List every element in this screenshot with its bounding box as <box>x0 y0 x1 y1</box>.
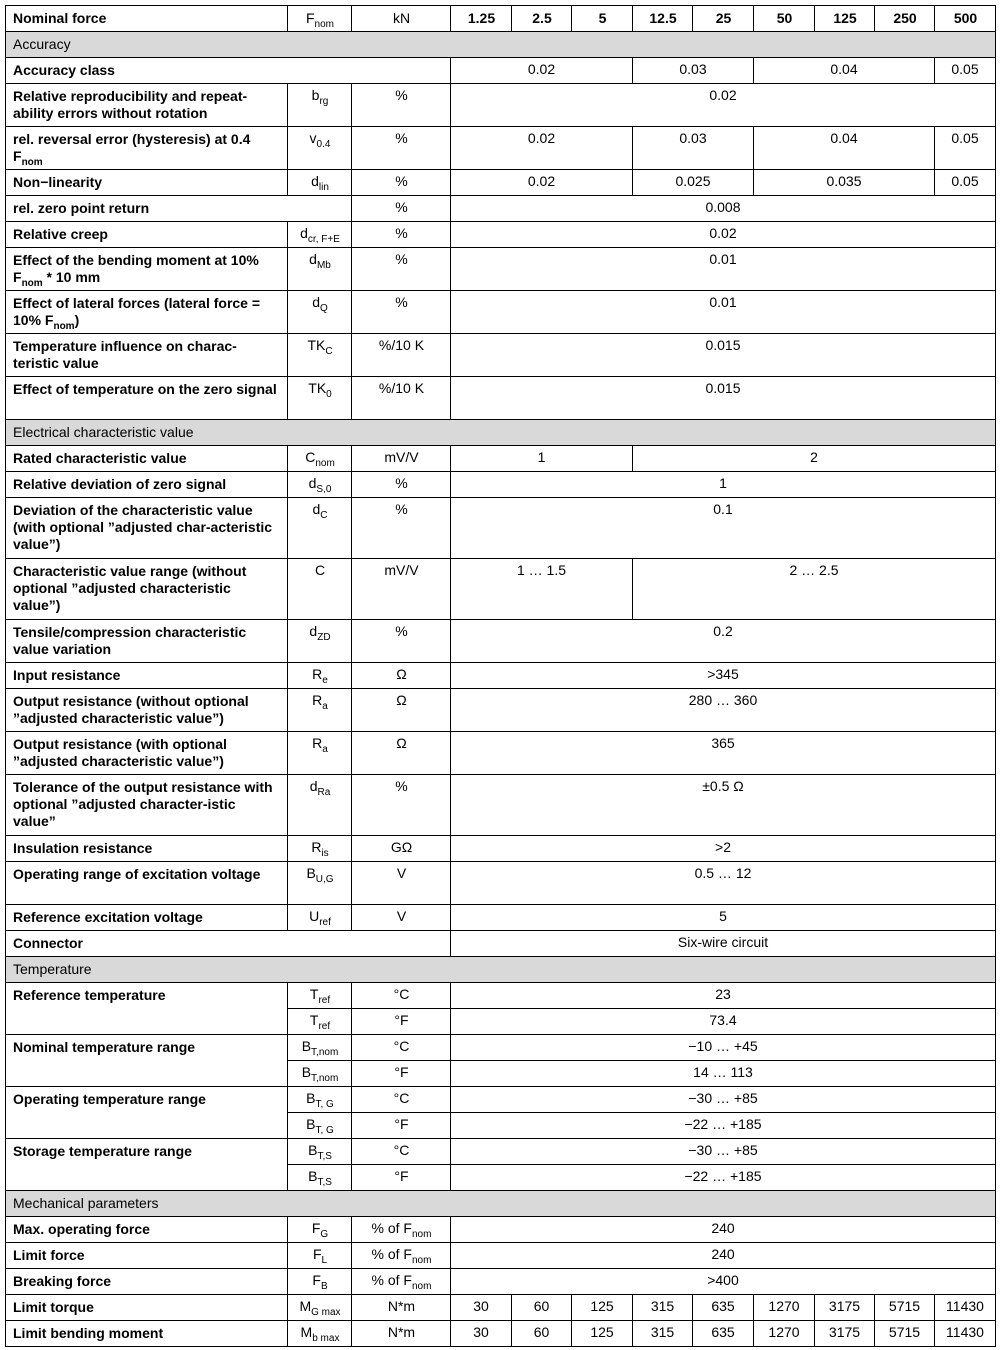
symbol-main: d <box>308 475 317 491</box>
symbol-cell <box>288 334 352 377</box>
symbol-main: B <box>306 865 316 881</box>
value-cell: 0.01 <box>451 291 996 334</box>
row-tkc <box>6 334 996 377</box>
symbol-sub: ref <box>318 1020 331 1032</box>
symbol-main: C <box>305 449 316 465</box>
symbol-sub: Ra <box>317 786 331 798</box>
section-title: Electrical characteristic value <box>6 420 996 446</box>
row-non-linearity <box>6 170 996 196</box>
row-label: Output resistance (without optional ”adjusted characteristic value”) <box>6 689 288 732</box>
symbol-sub: lin <box>318 181 329 193</box>
row-nominal-temperature <box>6 1035 996 1061</box>
symbol-cell <box>288 983 352 1009</box>
value-cell: >400 <box>451 1269 996 1295</box>
symbol-cell <box>288 222 352 248</box>
row-label <box>6 291 288 334</box>
row-creep <box>6 222 996 248</box>
symbol-main: d <box>311 173 319 189</box>
row-reference-excitation <box>6 905 996 931</box>
row-reference-temperature <box>6 983 996 1009</box>
label-text: rel. reversal error (hysteresis) at 0.4 F <box>13 131 251 164</box>
value-cell: 5 <box>451 905 996 931</box>
value-cell: −10 … +45 <box>451 1035 996 1061</box>
row-lateral-forces <box>6 291 996 334</box>
symbol-sub: B <box>320 1280 328 1292</box>
capacity-cell: 50 <box>754 6 815 32</box>
symbol-cell <box>288 1061 352 1087</box>
row-label: Reference excitation voltage <box>6 905 288 931</box>
symbol-main: T <box>309 986 319 1002</box>
value-cell: 3175 <box>815 1321 875 1347</box>
symbol-sub: rg <box>319 95 329 107</box>
value-cell: 0.035 <box>754 170 935 196</box>
row-label: Rated characteristic value <box>6 446 288 472</box>
symbol-main: B <box>301 1038 312 1054</box>
unit-cell: %/10 K <box>352 377 451 420</box>
value-cell: 240 <box>451 1243 996 1269</box>
unit-sub: nom <box>412 1254 432 1266</box>
unit-cell: °F <box>352 1113 451 1139</box>
label-sub: nom <box>21 156 43 168</box>
row-hysteresis <box>6 127 996 170</box>
symbol-cell <box>288 84 352 127</box>
symbol-sub: T, G <box>315 1124 334 1136</box>
nominal-force-unit: kN <box>352 6 451 32</box>
symbol-cell <box>288 775 352 836</box>
row-label: Relative creep <box>6 222 288 248</box>
unit-cell <box>352 1269 451 1295</box>
value-cell: Six-wire circuit <box>451 931 996 957</box>
symbol-main: R <box>311 839 322 855</box>
symbol-main: F <box>312 1272 321 1288</box>
symbol-main: R <box>312 666 323 682</box>
symbol-main: T <box>309 1012 319 1028</box>
symbol-main: R <box>312 692 323 708</box>
unit-cell: °F <box>352 1061 451 1087</box>
symbol-sub: a <box>322 743 328 755</box>
symbol-sub: nom <box>314 18 334 30</box>
value-cell: 1 <box>451 446 633 472</box>
value-cell: 280 … 360 <box>451 689 996 732</box>
header-row <box>6 6 996 32</box>
symbol-cell <box>288 248 352 291</box>
symbol-main: F <box>312 1246 322 1262</box>
row-insulation-resistance <box>6 836 996 862</box>
section-title: Temperature <box>6 957 996 983</box>
nominal-force-label: Nominal force <box>6 6 288 32</box>
symbol-sub: G <box>320 1228 329 1240</box>
row-reproducibility <box>6 84 996 127</box>
value-cell: 0.02 <box>451 84 996 127</box>
unit-cell: mV/V <box>352 446 451 472</box>
capacity-cell: 5 <box>572 6 633 32</box>
label-text-tail: * 10 mm <box>42 269 101 285</box>
symbol-sub: T,S <box>317 1150 332 1162</box>
row-operating-temperature <box>6 1087 996 1113</box>
row-label: Non−linearity <box>6 170 288 196</box>
value-cell: −30 … +85 <box>451 1087 996 1113</box>
value-cell: 0.05 <box>935 127 996 170</box>
value-cell: 73.4 <box>451 1009 996 1035</box>
unit-cell: °C <box>352 1087 451 1113</box>
capacity-cell: 125 <box>815 6 875 32</box>
symbol-cell <box>288 689 352 732</box>
symbol-sub: C <box>325 345 333 357</box>
value-cell: 0.2 <box>451 620 996 663</box>
symbol-main: B <box>306 1090 316 1106</box>
row-label: Operating range of excitation voltage <box>6 862 288 905</box>
symbol-main: d <box>300 225 308 241</box>
row-label: Relative reproducibility and repeat-ability errors without rotation <box>6 84 288 127</box>
section-title: Mechanical parameters <box>6 1191 996 1217</box>
row-tk0 <box>6 377 996 420</box>
symbol-sub: Q <box>320 302 328 314</box>
symbol-cell <box>288 1295 352 1321</box>
symbol-main: U <box>309 908 320 924</box>
row-label: Input resistance <box>6 663 288 689</box>
value-cell: 1270 <box>754 1321 815 1347</box>
unit-cell: % <box>352 222 451 248</box>
unit-text: % of F <box>371 1272 412 1288</box>
value-cell: 14 … 113 <box>451 1061 996 1087</box>
row-limit-force <box>6 1243 996 1269</box>
row-label <box>6 248 288 291</box>
symbol-cell <box>288 663 352 689</box>
value-cell: 30 <box>451 1321 512 1347</box>
value-cell: 0.02 <box>451 127 633 170</box>
row-characteristic-deviation <box>6 498 996 559</box>
symbol-main: b <box>311 87 320 103</box>
value-cell: 315 <box>633 1295 693 1321</box>
symbol-cell <box>288 472 352 498</box>
unit-sub: nom <box>412 1228 432 1240</box>
unit-cell: % <box>352 620 451 663</box>
symbol-sub: 0 <box>326 388 332 400</box>
value-cell: 0.015 <box>451 377 996 420</box>
row-label: Deviation of the characteristic value (with optional ”adjusted char-acteristic value”) <box>6 498 288 559</box>
row-label: Reference temperature <box>6 983 288 1035</box>
unit-cell: % <box>352 248 451 291</box>
row-label <box>6 127 288 170</box>
row-label: Accuracy class <box>6 58 451 84</box>
value-cell: 0.5 … 12 <box>451 862 996 905</box>
value-cell: 0.02 <box>451 170 633 196</box>
symbol-cell <box>288 170 352 196</box>
row-limit-torque <box>6 1295 996 1321</box>
symbol-sub: ref <box>319 916 331 928</box>
value-cell: −22 … +185 <box>451 1113 996 1139</box>
symbol-sub: nom <box>315 457 335 469</box>
row-max-operating-force <box>6 1217 996 1243</box>
capacity-cell: 12.5 <box>633 6 693 32</box>
row-input-resistance <box>6 663 996 689</box>
unit-cell: °F <box>352 1165 451 1191</box>
symbol-main: d <box>309 251 317 267</box>
row-storage-temperature <box>6 1139 996 1165</box>
value-cell: 23 <box>451 983 996 1009</box>
value-cell: >2 <box>451 836 996 862</box>
unit-cell: % <box>352 291 451 334</box>
symbol-main: M <box>300 1324 313 1340</box>
row-label: Tolerance of the output resistance with optional ”adjusted character-istic value” <box>6 775 288 836</box>
value-cell: 0.1 <box>451 498 996 559</box>
symbol-cell <box>288 905 352 931</box>
capacity-cell: 250 <box>875 6 935 32</box>
symbol-main: B <box>308 1142 318 1158</box>
capacity-cell: 1.25 <box>451 6 512 32</box>
symbol-sub: C <box>320 509 328 521</box>
value-cell: 0.025 <box>633 170 754 196</box>
row-label: Storage temperature range <box>6 1139 288 1191</box>
symbol-main: v <box>309 130 317 146</box>
value-cell: 3175 <box>815 1295 875 1321</box>
unit-cell: °F <box>352 1009 451 1035</box>
value-cell: 1 <box>451 472 996 498</box>
unit-cell: % <box>352 170 451 196</box>
symbol-sub: L <box>321 1254 328 1266</box>
symbol-main: B <box>308 1168 318 1184</box>
row-output-resistance-with <box>6 732 996 775</box>
section-electrical <box>6 420 996 446</box>
value-cell: 125 <box>572 1295 633 1321</box>
unit-cell: N*m <box>352 1321 451 1347</box>
value-cell: 0.04 <box>754 58 935 84</box>
label-text-tail: ) <box>74 312 80 328</box>
value-cell: 2 <box>633 446 996 472</box>
value-cell: 635 <box>693 1321 754 1347</box>
unit-cell: °C <box>352 1035 451 1061</box>
row-accuracy-class <box>6 58 996 84</box>
row-label: Max. operating force <box>6 1217 288 1243</box>
row-label: Temperature influence on charac-teristic value <box>6 334 288 377</box>
row-label: Tensile/compression characteristic value variation <box>6 620 288 663</box>
symbol-sub: 0.4 <box>316 138 331 150</box>
row-output-resistance-tolerance <box>6 775 996 836</box>
row-label: Operating temperature range <box>6 1087 288 1139</box>
row-limit-bending-moment <box>6 1321 996 1347</box>
nominal-force-symbol <box>288 6 352 32</box>
value-cell: −30 … +85 <box>451 1139 996 1165</box>
unit-cell: Ω <box>352 663 451 689</box>
row-zero-point-return <box>6 196 996 222</box>
symbol-cell <box>288 620 352 663</box>
section-temperature <box>6 957 996 983</box>
symbol-sub: T, G <box>315 1098 334 1110</box>
row-characteristic-range <box>6 559 996 620</box>
symbol-cell <box>288 836 352 862</box>
symbol-main: d <box>309 623 318 639</box>
value-cell: 11430 <box>935 1321 996 1347</box>
symbol-cell: C <box>288 559 352 620</box>
symbol-sub: T,S <box>317 1176 332 1188</box>
symbol-cell <box>288 377 352 420</box>
value-cell: 1 … 1.5 <box>451 559 633 620</box>
symbol-main: F <box>305 10 315 26</box>
unit-cell: % <box>352 196 451 222</box>
unit-text: % of F <box>371 1246 412 1262</box>
value-cell: 60 <box>512 1321 572 1347</box>
symbol-cell <box>288 1165 352 1191</box>
label-text: Effect of the bending moment at 10% F <box>13 252 259 285</box>
value-cell: 1270 <box>754 1295 815 1321</box>
row-zero-signal-deviation <box>6 472 996 498</box>
symbol-sub: b max <box>312 1332 340 1344</box>
row-label: Effect of temperature on the zero signal <box>6 377 288 420</box>
symbol-sub: T,nom <box>311 1046 339 1058</box>
symbol-cell <box>288 1035 352 1061</box>
unit-sub: nom <box>412 1280 432 1292</box>
symbol-sub: ZD <box>317 631 331 643</box>
row-bending-effect <box>6 248 996 291</box>
symbol-cell <box>288 1269 352 1295</box>
value-cell: 0.03 <box>633 127 754 170</box>
section-accuracy <box>6 32 996 58</box>
symbol-cell <box>288 498 352 559</box>
row-label: Characteristic value range (without optional ”adjusted characteristic value”) <box>6 559 288 620</box>
row-tensile-compression <box>6 620 996 663</box>
unit-cell: % <box>352 84 451 127</box>
unit-cell: °C <box>352 983 451 1009</box>
row-label: Relative deviation of zero signal <box>6 472 288 498</box>
specification-table <box>5 5 996 1347</box>
symbol-main: d <box>312 501 321 517</box>
unit-cell: Ω <box>352 689 451 732</box>
value-cell: 0.01 <box>451 248 996 291</box>
row-label: Insulation resistance <box>6 836 288 862</box>
value-cell: 5715 <box>875 1321 935 1347</box>
section-mechanical <box>6 1191 996 1217</box>
symbol-cell <box>288 1217 352 1243</box>
value-cell: ±0.5 Ω <box>451 775 996 836</box>
row-label: Nominal temperature range <box>6 1035 288 1087</box>
symbol-main: B <box>306 1116 316 1132</box>
unit-cell: % <box>352 472 451 498</box>
value-cell: 240 <box>451 1217 996 1243</box>
symbol-main: d <box>312 294 320 310</box>
unit-cell: GΩ <box>352 836 451 862</box>
unit-cell <box>352 1243 451 1269</box>
value-cell: 0.008 <box>451 196 996 222</box>
symbol-sub: is <box>321 847 329 859</box>
value-cell: 5715 <box>875 1295 935 1321</box>
row-connector <box>6 931 996 957</box>
row-rated-characteristic <box>6 446 996 472</box>
row-excitation-range <box>6 862 996 905</box>
value-cell: 0.05 <box>935 58 996 84</box>
symbol-sub: a <box>322 700 328 712</box>
symbol-cell <box>288 446 352 472</box>
value-cell: 0.03 <box>633 58 754 84</box>
symbol-cell <box>288 1087 352 1113</box>
value-cell: 0.02 <box>451 222 996 248</box>
symbol-main: R <box>312 735 323 751</box>
row-label: Output resistance (with optional ”adjusted characteristic value”) <box>6 732 288 775</box>
unit-cell: mV/V <box>352 559 451 620</box>
row-label: Connector <box>6 931 451 957</box>
row-label: Limit torque <box>6 1295 288 1321</box>
symbol-sub: ref <box>318 994 331 1006</box>
symbol-main: B <box>301 1064 312 1080</box>
unit-cell: % <box>352 127 451 170</box>
value-cell: 315 <box>633 1321 693 1347</box>
unit-cell: V <box>352 862 451 905</box>
symbol-cell <box>288 291 352 334</box>
section-title: Accuracy <box>6 32 996 58</box>
value-cell: 125 <box>572 1321 633 1347</box>
value-cell: >345 <box>451 663 996 689</box>
symbol-cell <box>288 1139 352 1165</box>
row-label: Limit bending moment <box>6 1321 288 1347</box>
row-output-resistance-without <box>6 689 996 732</box>
value-cell: 0.02 <box>451 58 633 84</box>
symbol-main: F <box>311 1220 321 1236</box>
label-sub: nom <box>21 277 43 289</box>
value-cell: 30 <box>451 1295 512 1321</box>
unit-cell: % <box>352 498 451 559</box>
label-text: Effect of lateral forces (lateral force = 10% F <box>13 295 261 328</box>
symbol-sub: S,0 <box>316 483 332 495</box>
value-cell: −22 … +185 <box>451 1165 996 1191</box>
value-cell: 635 <box>693 1295 754 1321</box>
value-cell: 60 <box>512 1295 572 1321</box>
symbol-sub: U,G <box>315 873 334 885</box>
symbol-sub: T,nom <box>311 1072 339 1084</box>
symbol-sub: e <box>322 674 328 686</box>
unit-cell: %/10 K <box>352 334 451 377</box>
unit-cell: Ω <box>352 732 451 775</box>
symbol-main: TK <box>308 380 327 396</box>
unit-cell: V <box>352 905 451 931</box>
unit-cell: °C <box>352 1139 451 1165</box>
symbol-sub: cr, F+E <box>307 233 340 245</box>
unit-cell: N*m <box>352 1295 451 1321</box>
symbol-cell <box>288 1321 352 1347</box>
symbol-cell <box>288 127 352 170</box>
symbol-cell <box>288 1009 352 1035</box>
symbol-main: M <box>299 1298 312 1314</box>
symbol-cell <box>288 862 352 905</box>
symbol-sub: Mb <box>316 259 331 271</box>
value-cell: 365 <box>451 732 996 775</box>
value-cell: 11430 <box>935 1295 996 1321</box>
row-label: Breaking force <box>6 1269 288 1295</box>
symbol-main: TK <box>307 337 326 353</box>
value-cell: 0.05 <box>935 170 996 196</box>
value-cell: 2 … 2.5 <box>633 559 996 620</box>
row-label: Limit force <box>6 1243 288 1269</box>
capacity-cell: 500 <box>935 6 996 32</box>
row-breaking-force <box>6 1269 996 1295</box>
unit-cell: % <box>352 775 451 836</box>
row-label: rel. zero point return <box>6 196 352 222</box>
symbol-cell <box>288 1243 352 1269</box>
value-cell: 0.015 <box>451 334 996 377</box>
label-sub: nom <box>53 320 75 332</box>
value-cell: 0.04 <box>754 127 935 170</box>
symbol-sub: G max <box>311 1306 341 1318</box>
unit-text: % of F <box>371 1220 412 1236</box>
capacity-cell: 2.5 <box>512 6 572 32</box>
unit-cell <box>352 1217 451 1243</box>
symbol-cell <box>288 732 352 775</box>
symbol-main: d <box>309 778 318 794</box>
capacity-cell: 25 <box>693 6 754 32</box>
symbol-cell <box>288 1113 352 1139</box>
